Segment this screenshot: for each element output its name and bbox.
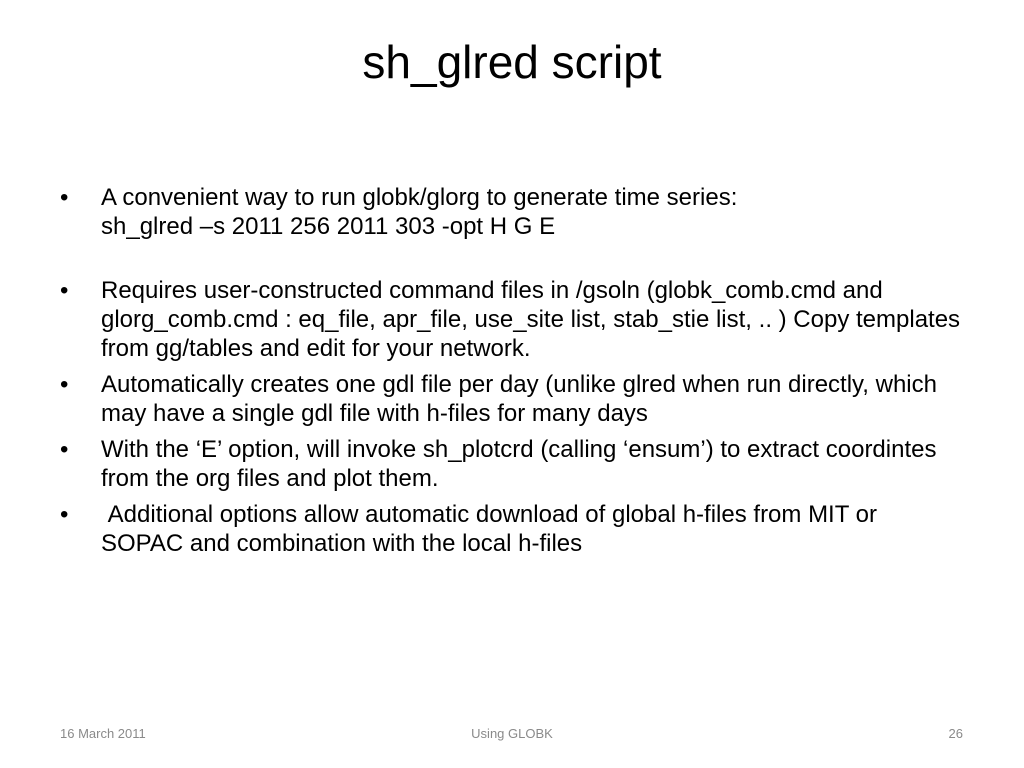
bullet-list: [60, 183, 965, 565]
bullet-item: [60, 183, 965, 241]
bullet-icon: •: [60, 501, 69, 528]
bullet-icon: •: [60, 436, 69, 463]
footer-date: 16 March 2011: [60, 726, 146, 741]
bullet-item: [60, 500, 965, 558]
bullet-item: [60, 276, 965, 363]
bullet-icon: •: [60, 184, 69, 211]
bullet-item: [60, 435, 965, 493]
footer-title: Using GLOBK: [471, 726, 553, 741]
bullet-text: A convenient way to run globk/glorg to generate time series: sh_glred –s 2011 256 2011 303 -opt H G E: [101, 184, 738, 240]
bullet-icon: •: [60, 277, 69, 304]
bullet-text: With the ‘E’ option, will invoke sh_plotcrd (calling ‘ensum’) to extract coordintes from the org files and plot them.: [101, 436, 944, 492]
slide-number: 26: [948, 726, 963, 741]
bullet-text: Requires user-constructed command files in /gsoln (globk_comb.cmd and glorg_comb.cmd : eq_file, apr_file, use_site list, stab_stie list, .. ) Copy templates from gg/tables and edit for your network.: [101, 277, 967, 362]
bullet-text: Automatically creates one gdl file per day (unlike glred when run directly, which may have a single gdl file with h-files for many days: [101, 371, 944, 427]
slide-title: sh_glred script: [362, 36, 662, 88]
bullet-item: [60, 370, 965, 428]
bullet-text: Additional options allow automatic download of global h-files from MIT or SOPAC and combination with the local h-files: [101, 501, 884, 557]
bullet-icon: •: [60, 371, 69, 398]
